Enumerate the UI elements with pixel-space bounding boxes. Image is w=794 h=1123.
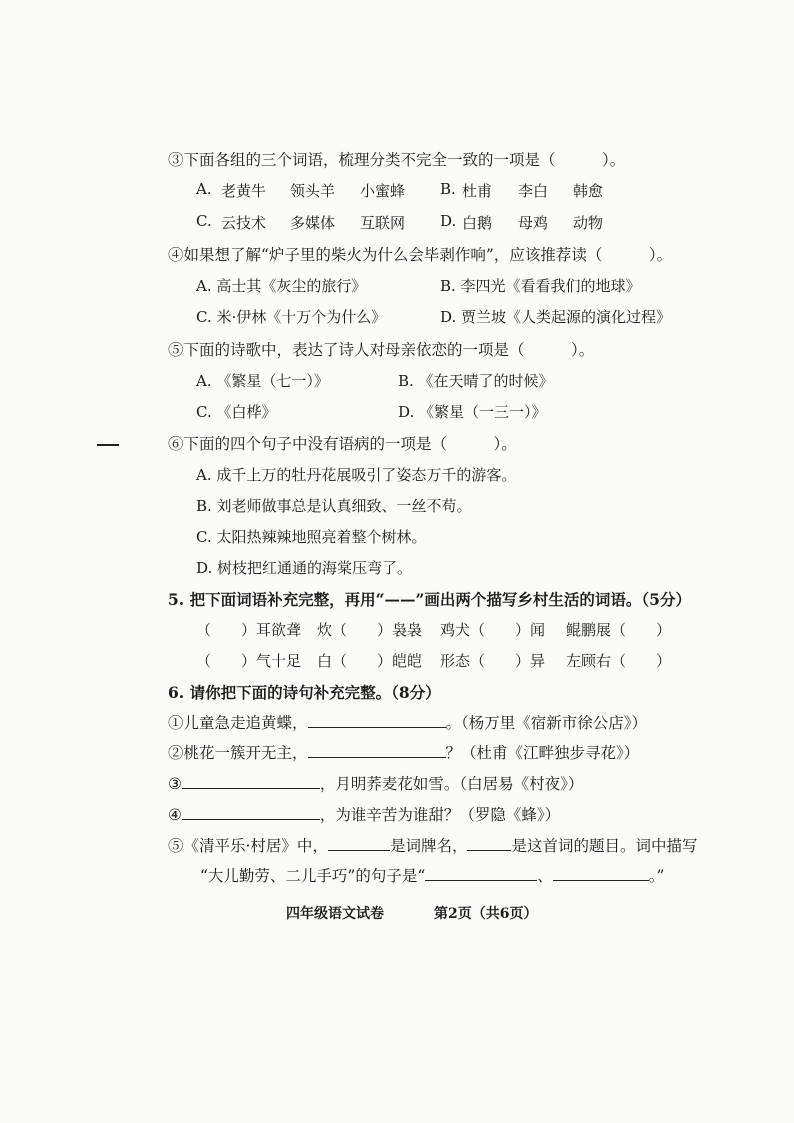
- poem-source: ，为谁辛苦为谁甜？（罗隐《蜂》）: [319, 806, 561, 824]
- q3-c-word: 互联网: [360, 214, 406, 232]
- q3-d-word: 动物: [573, 214, 604, 232]
- poem-source: 。（杨万里《宿新市徐公店》）: [445, 714, 648, 732]
- answer-blank[interactable]: [182, 805, 320, 820]
- section5-title: 5. 把下面词语补充完整，再用“——”画出两个描写乡村生活的词语。（5分）: [168, 590, 691, 609]
- poem-text: ①儿童急走追黄蝶，: [168, 714, 308, 732]
- q6-option-d[interactable]: D. 树枝把红通通的海棠压弯了。: [196, 559, 413, 577]
- idiom-fill-item[interactable]: 形态（ ）异: [440, 652, 546, 670]
- q4-prompt: ④如果想了解“炉子里的柴火为什么会毕剥作响”，应该推荐读（ ）。: [168, 246, 673, 264]
- q6-option-c[interactable]: C. 太阳热辣辣地照亮着整个树林。: [196, 528, 427, 546]
- q5-option-a[interactable]: A. 《繁星（七一）》: [196, 372, 329, 390]
- poem-line-1: [168, 711, 647, 733]
- poem-line-4: [168, 803, 560, 825]
- poem-text: 是这首词的题目。词中描写: [511, 837, 698, 855]
- q5-option-b[interactable]: B. 《在天晴了的时候》: [398, 372, 554, 390]
- poem-text: 、: [537, 867, 553, 885]
- q3-prompt: ③下面各组的三个词语，梳理分类不完全一致的一项是（ ）。: [168, 151, 626, 169]
- section6-title: 6. 请你把下面的诗句补充完整。（8分）: [168, 683, 441, 702]
- idiom-fill-item[interactable]: 鸡犬（ ）闻: [440, 621, 546, 639]
- poem-text: 。”: [648, 867, 665, 885]
- q5-option-d[interactable]: D. 《繁星（一三一）》: [398, 403, 547, 421]
- answer-blank[interactable]: [467, 836, 511, 851]
- q3-b-word: 韩愈: [573, 182, 604, 200]
- q3-a-label: A.: [196, 180, 212, 198]
- q3-d-word: 母鸡: [518, 214, 549, 232]
- answer-blank[interactable]: [425, 866, 537, 881]
- answer-blank[interactable]: [553, 866, 649, 881]
- q5-prompt: ⑤下面的诗歌中，表达了诗人对母亲依恋的一项是（ ）。: [168, 341, 595, 359]
- q4-option-b[interactable]: B. 李四光《看看我们的地球》: [440, 277, 641, 295]
- scan-mark: [97, 444, 119, 446]
- q4-option-a[interactable]: A. 高士其《灰尘的旅行》: [196, 277, 367, 295]
- q6-option-a[interactable]: A. 成千上万的牡丹花展吸引了姿态万千的游客。: [196, 466, 517, 484]
- q3-a-word: 小蜜蜂: [360, 182, 406, 200]
- poem-line-6: [200, 864, 664, 886]
- poem-line-3: [168, 772, 583, 794]
- q3-d-word: 白鹅: [462, 214, 493, 232]
- poem-text: ②桃花一簇开无主，: [168, 744, 308, 762]
- poem-source: ，月明荞麦花如雪。（白居易《村夜》）: [319, 775, 584, 793]
- poem-line-2: [168, 741, 639, 763]
- poem-text: 是词牌名，: [389, 837, 468, 855]
- answer-blank[interactable]: [328, 836, 390, 851]
- q3-a-word: 老黄牛: [221, 182, 267, 200]
- q4-option-d[interactable]: D. 贾兰坡《人类起源的演化过程》: [440, 308, 672, 326]
- q3-b-word: 杜甫: [462, 182, 493, 200]
- idiom-fill-item[interactable]: （ ）气十足: [196, 652, 302, 670]
- idiom-fill-item[interactable]: 左顾右（ ）: [566, 652, 672, 670]
- idiom-fill-item[interactable]: 炊（ ）袅袅: [317, 621, 423, 639]
- q4-option-c[interactable]: C. 米·伊林《十万个为什么》: [196, 308, 387, 326]
- answer-blank[interactable]: [308, 743, 446, 758]
- poem-source: ？（杜甫《江畔独步寻花》）: [445, 744, 640, 762]
- q3-b-label: B.: [440, 180, 456, 198]
- q6-option-b[interactable]: B. 刘老师做事总是认真细致、一丝不苟。: [196, 497, 472, 515]
- q5-option-c[interactable]: C. 《白桦》: [196, 403, 277, 421]
- q3-c-word: 云技术: [221, 214, 267, 232]
- q3-d-label: D.: [440, 212, 457, 230]
- q3-c-label: C.: [196, 212, 212, 230]
- footer-page-number: 第2页（共6页）: [434, 906, 538, 922]
- q3-c-word: 多媒体: [290, 214, 336, 232]
- footer-subject: 四年级语文试卷: [286, 906, 384, 922]
- idiom-fill-item[interactable]: 白（ ）皑皑: [317, 652, 423, 670]
- q6-prompt: ⑥下面的四个句子中没有语病的一项是（ ）。: [168, 435, 517, 453]
- poem-text: ③: [168, 775, 182, 793]
- answer-blank[interactable]: [308, 713, 446, 728]
- q3-a-word: 领头羊: [290, 182, 336, 200]
- poem-text: ⑤《清平乐·村居》中，: [168, 837, 328, 855]
- idiom-fill-item[interactable]: 鲲鹏展（ ）: [566, 621, 672, 639]
- answer-blank[interactable]: [182, 774, 320, 789]
- poem-text: “大儿勤劳、二儿手巧”的句子是“: [200, 867, 426, 885]
- q3-b-word: 李白: [518, 182, 549, 200]
- idiom-fill-item[interactable]: （ ）耳欲聋: [196, 621, 302, 639]
- poem-line-5: [168, 834, 697, 856]
- poem-text: ④: [168, 806, 182, 824]
